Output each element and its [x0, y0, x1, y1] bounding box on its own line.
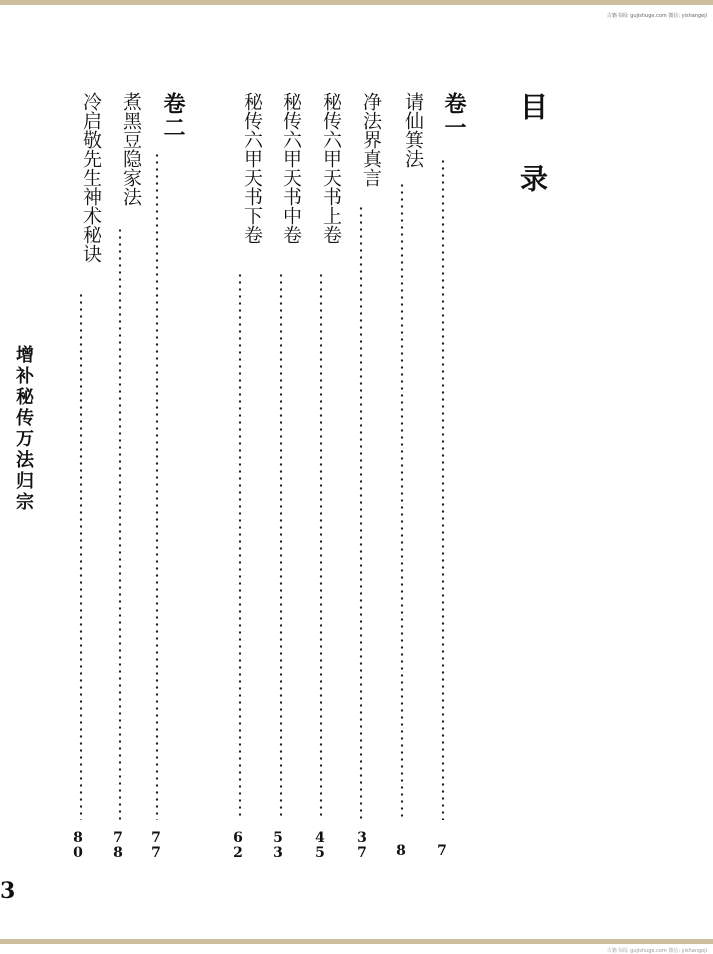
toc-entry-page: 62 — [230, 830, 246, 860]
dot-leader — [79, 292, 83, 820]
volume-two-heading: 卷二 — [160, 92, 186, 140]
toc-entry-label: 煮黑豆隐家法 — [120, 92, 142, 206]
toc-entry-page: 8 — [393, 843, 409, 858]
watermark-bottom: 古籍书阁: gujishuge.com 微信: yishangeji — [606, 948, 707, 954]
volume-one-heading: 卷一 — [441, 92, 467, 140]
dot-leader — [238, 272, 242, 820]
dot-leader — [441, 158, 445, 820]
dot-leader — [319, 272, 323, 820]
toc-entry-label: 净法界真言 — [360, 92, 382, 187]
toc-entry-label: 冷启敬先生神术秘诀 — [80, 92, 102, 263]
toc-entry-page: 80 — [70, 830, 86, 860]
page-number: 3 — [0, 878, 16, 904]
bottom-border — [0, 939, 713, 944]
toc-entry-page: 53 — [270, 830, 286, 860]
watermark-top: 古籍书阁: gujishuge.com 微信: yishangeji — [606, 13, 707, 19]
toc-entry-page: 78 — [110, 830, 126, 860]
toc-title: 目录 — [516, 92, 549, 236]
toc-entry-label: 秘传六甲天书中卷 — [280, 92, 302, 244]
top-border — [0, 0, 713, 5]
toc-entry-label: 秘传六甲天书下卷 — [241, 92, 263, 244]
volume-two-page: 77 — [148, 830, 164, 860]
toc-entry-page: 45 — [312, 830, 328, 860]
toc-entry-page: 37 — [354, 830, 370, 860]
volume-one-page: 7 — [434, 843, 450, 858]
toc-entry-label: 秘传六甲天书上卷 — [320, 92, 342, 244]
dot-leader — [118, 227, 122, 820]
dot-leader — [400, 182, 404, 820]
dot-leader — [279, 272, 283, 820]
book-title: 增补秘传万法归宗 — [13, 345, 34, 513]
toc-entry-label: 请仙箕法 — [402, 92, 424, 168]
dot-leader — [359, 205, 363, 820]
dot-leader — [155, 152, 159, 820]
